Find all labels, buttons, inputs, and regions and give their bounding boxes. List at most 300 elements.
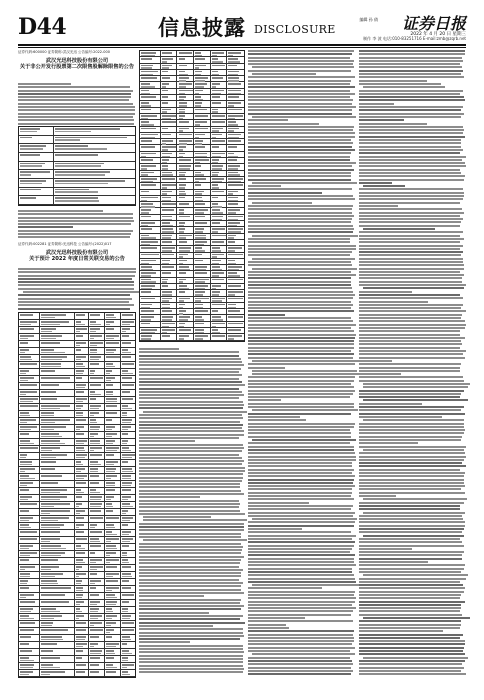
text-line <box>248 343 354 345</box>
table-cell <box>140 82 161 87</box>
table-cell <box>89 425 105 431</box>
text-line <box>248 498 354 500</box>
table-cell <box>161 271 178 276</box>
table-cell <box>161 265 178 270</box>
table-cell <box>89 355 105 361</box>
text-line <box>359 614 462 616</box>
table-cell <box>19 446 40 452</box>
text-line <box>248 251 352 253</box>
table-cell <box>211 315 228 320</box>
table-cell <box>40 341 75 347</box>
table-cell <box>75 418 89 424</box>
text-line <box>248 663 353 665</box>
text-line <box>359 604 461 606</box>
text-line <box>248 482 353 484</box>
text-line <box>248 657 350 659</box>
text-line <box>359 238 464 240</box>
table-cell <box>19 579 40 585</box>
table-cell <box>105 551 121 557</box>
table-cell <box>75 663 89 669</box>
table-cell <box>161 234 178 239</box>
text-line <box>359 413 465 415</box>
text-line <box>139 589 241 591</box>
table-cell <box>121 376 135 382</box>
table-cell <box>194 334 211 339</box>
table-cell <box>140 70 161 75</box>
text-line <box>359 610 460 612</box>
text-line <box>18 304 134 306</box>
text-line <box>248 192 322 194</box>
text-line <box>18 119 134 121</box>
table-row <box>19 593 135 600</box>
text-line <box>359 667 464 669</box>
text-line <box>248 350 351 352</box>
text-line <box>139 483 240 485</box>
table-cell <box>177 221 194 226</box>
text-line <box>359 630 443 632</box>
text-line <box>139 582 243 584</box>
text-line <box>359 367 460 369</box>
text-line <box>359 531 462 533</box>
table-cell <box>194 221 211 226</box>
text-line <box>359 307 461 309</box>
table-cell <box>121 509 135 515</box>
table-cell <box>19 488 40 494</box>
table-cell <box>227 253 244 258</box>
text-line <box>359 538 460 540</box>
text-line <box>359 281 462 283</box>
table-cell <box>227 309 244 314</box>
text-line <box>248 146 352 148</box>
text-line <box>139 368 241 370</box>
text-line <box>359 53 465 55</box>
table-row <box>19 509 135 516</box>
text-line <box>359 149 463 151</box>
text-line <box>359 647 464 649</box>
table-cell <box>121 551 135 557</box>
text-line <box>359 268 464 270</box>
text-line <box>248 205 353 207</box>
text-line <box>18 271 136 273</box>
table-cell <box>40 635 75 641</box>
text-line <box>139 513 245 515</box>
text-line <box>248 627 289 629</box>
text-line <box>248 574 354 576</box>
table-cell <box>177 215 194 220</box>
text-line <box>248 383 351 385</box>
table-cell <box>19 502 40 508</box>
text-line <box>139 381 242 383</box>
text-line <box>359 156 466 158</box>
table-cell <box>177 322 194 327</box>
table-cell <box>19 355 40 361</box>
table-cell <box>227 290 244 295</box>
text-line <box>359 564 465 566</box>
table-cell <box>40 663 75 669</box>
table-cell <box>40 586 75 592</box>
text-line <box>359 673 466 675</box>
text-line <box>359 241 460 243</box>
text-line <box>18 298 132 300</box>
text-line <box>359 627 460 629</box>
table-cell <box>177 259 194 264</box>
text-line <box>359 66 462 68</box>
text-line <box>139 592 244 594</box>
table-cell <box>177 328 194 333</box>
text-line <box>359 475 464 477</box>
table-cell <box>194 183 211 188</box>
table-cell <box>75 432 89 438</box>
table-cell <box>75 649 89 655</box>
text-line <box>139 421 240 423</box>
table-cell <box>54 144 135 152</box>
table-cell <box>105 362 121 368</box>
text-line <box>359 488 461 490</box>
table-cell <box>121 530 135 536</box>
text-line <box>248 261 351 263</box>
text-line <box>359 284 466 286</box>
table-cell <box>211 76 228 81</box>
table-cell <box>194 253 211 258</box>
text-line <box>248 99 353 101</box>
table-cell <box>105 565 121 571</box>
table-cell <box>211 240 228 245</box>
text-line <box>248 241 350 243</box>
text-line <box>248 156 350 158</box>
table-cell <box>121 432 135 438</box>
text-line <box>359 653 465 655</box>
table-cell <box>121 341 135 347</box>
table-cell <box>194 196 211 201</box>
table-row <box>19 362 135 369</box>
notice-body <box>18 83 136 126</box>
table-cell <box>177 297 194 302</box>
table-cell <box>161 202 178 207</box>
table-cell <box>75 320 89 326</box>
table-cell <box>105 432 121 438</box>
text-line <box>359 205 398 207</box>
text-line <box>139 605 244 607</box>
text-line <box>359 515 462 517</box>
table-cell <box>89 607 105 613</box>
text-line <box>359 251 463 253</box>
text-line <box>248 281 351 283</box>
table-cell <box>161 190 178 195</box>
table-cell <box>105 327 121 333</box>
text-line <box>248 432 351 434</box>
table-cell <box>19 614 40 620</box>
table-cell <box>194 208 211 213</box>
table-cell <box>105 558 121 564</box>
text-line <box>359 320 465 322</box>
table-cell <box>19 188 54 196</box>
table-cell <box>194 114 211 119</box>
text-line <box>139 401 243 403</box>
text-line <box>359 264 464 266</box>
table-cell <box>19 642 40 648</box>
text-line <box>248 452 355 454</box>
table-cell <box>121 495 135 501</box>
table-row <box>19 656 135 663</box>
table-cell <box>227 120 244 125</box>
table-cell <box>211 51 228 56</box>
text-line <box>359 212 464 214</box>
text-line <box>139 575 241 577</box>
text-line <box>248 380 354 382</box>
text-line <box>359 541 462 543</box>
table-cell <box>105 334 121 340</box>
text-line <box>359 165 466 167</box>
table-row <box>19 320 135 327</box>
table-cell <box>211 152 228 157</box>
table-cell <box>40 320 75 326</box>
table-cell <box>19 467 40 473</box>
text-line <box>139 503 240 505</box>
text-line <box>359 195 464 197</box>
text-line <box>248 426 354 428</box>
table-cell <box>75 369 89 375</box>
table-cell <box>19 663 40 669</box>
table-cell <box>19 530 40 536</box>
table-cell <box>19 362 40 368</box>
text-line <box>359 304 463 306</box>
text-line <box>139 473 243 475</box>
text-line <box>139 552 241 554</box>
table-cell <box>177 227 194 232</box>
text-line <box>139 404 244 406</box>
table-cell <box>19 572 40 578</box>
table-cell <box>105 376 121 382</box>
text-line <box>359 340 461 342</box>
text-line <box>139 559 241 561</box>
table-cell <box>89 446 105 452</box>
text-line <box>248 277 351 279</box>
page-number: D44 <box>18 14 67 40</box>
table-cell <box>105 474 121 480</box>
table-cell <box>140 51 161 56</box>
text-line <box>18 301 129 303</box>
text-line <box>248 80 351 82</box>
text-line <box>248 142 353 144</box>
text-line <box>248 367 285 369</box>
text-line <box>363 535 464 537</box>
table-cell <box>89 495 105 501</box>
table-cell <box>75 474 89 480</box>
text-line <box>139 556 244 558</box>
text-line <box>248 188 352 190</box>
text-line <box>248 119 288 121</box>
column-4 <box>359 50 466 678</box>
text-line <box>359 258 463 260</box>
text-line <box>248 231 353 233</box>
table-cell <box>75 572 89 578</box>
text-line <box>139 417 243 419</box>
text-line <box>139 440 195 442</box>
text-line <box>359 390 464 392</box>
table-cell <box>177 177 194 182</box>
table-cell <box>54 136 135 144</box>
table-row <box>19 467 135 474</box>
text-line <box>359 360 392 362</box>
notice-table <box>18 312 136 678</box>
table-cell <box>121 649 135 655</box>
table-cell <box>227 51 244 56</box>
table-cell <box>211 202 228 207</box>
table-cell <box>121 607 135 613</box>
table-cell <box>89 481 105 487</box>
text-line <box>18 233 131 235</box>
table-cell <box>194 152 211 157</box>
table-cell <box>19 170 54 178</box>
text-line <box>359 479 464 481</box>
text-line <box>359 142 461 144</box>
table-cell <box>194 101 211 106</box>
text-line <box>252 116 356 118</box>
table-cell <box>75 544 89 550</box>
table-cell <box>75 509 89 515</box>
column-2 <box>139 50 245 678</box>
table-cell <box>40 404 75 410</box>
table-cell <box>19 144 54 152</box>
table-cell <box>75 495 89 501</box>
table-cell <box>40 530 75 536</box>
table-cell <box>211 328 228 333</box>
table-cell <box>161 89 178 94</box>
text-line <box>359 76 464 78</box>
table-cell <box>194 89 211 94</box>
text-line <box>359 175 465 177</box>
table-cell <box>227 259 244 264</box>
text-line <box>248 357 353 359</box>
text-line <box>359 558 462 560</box>
text-line <box>359 347 460 349</box>
text-line <box>18 86 130 88</box>
table-cell <box>40 481 75 487</box>
notice-table <box>18 126 136 206</box>
table-cell <box>140 145 161 150</box>
text-line <box>139 579 239 581</box>
table-cell <box>227 278 244 283</box>
text-line <box>359 485 465 487</box>
table-row <box>19 334 135 341</box>
table-cell <box>89 614 105 620</box>
table-cell <box>89 558 105 564</box>
text-line <box>139 648 243 650</box>
text-line <box>139 388 239 390</box>
text-line <box>252 258 355 260</box>
text-line <box>248 113 352 115</box>
table-cell <box>161 57 178 62</box>
table-cell <box>161 95 178 100</box>
text-line <box>248 165 352 167</box>
table-cell <box>140 152 161 157</box>
notice-header-1 <box>18 50 136 70</box>
table-cell <box>89 572 105 578</box>
text-line <box>248 126 354 128</box>
table-cell <box>19 509 40 515</box>
text-line <box>252 66 354 68</box>
table-cell <box>161 297 178 302</box>
text-line <box>248 90 350 92</box>
table-cell <box>75 313 89 319</box>
text-line <box>18 213 133 215</box>
table-cell <box>194 202 211 207</box>
table-cell <box>121 565 135 571</box>
text-line <box>139 437 239 439</box>
table-cell <box>121 502 135 508</box>
text-line <box>359 152 460 154</box>
text-line <box>23 291 140 293</box>
text-line <box>139 493 244 495</box>
table-cell <box>177 171 194 176</box>
text-line <box>359 380 464 382</box>
text-line <box>248 531 351 533</box>
table-cell <box>105 397 121 403</box>
table-cell <box>40 488 75 494</box>
text-line <box>248 390 355 392</box>
table-cell <box>161 64 178 69</box>
table-row <box>19 179 135 188</box>
table-cell <box>75 488 89 494</box>
text-line <box>18 123 134 125</box>
table-cell <box>40 355 75 361</box>
table-cell <box>89 579 105 585</box>
table-cell <box>227 190 244 195</box>
text-line <box>252 373 359 375</box>
table-cell <box>177 290 194 295</box>
table-cell <box>89 516 105 522</box>
table-cell <box>105 614 121 620</box>
text-line <box>359 159 462 161</box>
text-line <box>248 70 351 72</box>
text-line <box>359 548 412 550</box>
table-cell <box>40 327 75 333</box>
table-cell <box>121 481 135 487</box>
table-cell <box>75 621 89 627</box>
table-cell <box>140 171 161 176</box>
table-cell <box>161 215 178 220</box>
table-cell <box>105 439 121 445</box>
text-line <box>363 386 467 388</box>
text-line <box>139 358 241 360</box>
text-line <box>359 551 464 553</box>
table-cell <box>54 162 135 170</box>
text-line <box>248 512 355 514</box>
text-line <box>139 355 239 357</box>
text-line <box>363 185 405 187</box>
table-cell <box>121 663 135 669</box>
table-cell <box>227 177 244 182</box>
text-line <box>359 202 460 204</box>
table-cell <box>177 234 194 239</box>
table-cell <box>105 383 121 389</box>
table-cell <box>227 139 244 144</box>
table-cell <box>227 108 244 113</box>
table-row <box>19 481 135 488</box>
text-line <box>248 673 351 675</box>
table-cell <box>19 327 40 333</box>
table-cell <box>89 670 105 676</box>
table-cell <box>19 551 40 557</box>
text-line <box>359 545 464 547</box>
text-line <box>359 442 418 444</box>
table-cell <box>194 127 211 132</box>
table-cell <box>194 164 211 169</box>
text-line <box>248 86 355 88</box>
table-cell <box>105 523 121 529</box>
table-row <box>19 600 135 607</box>
table-row <box>19 579 135 586</box>
